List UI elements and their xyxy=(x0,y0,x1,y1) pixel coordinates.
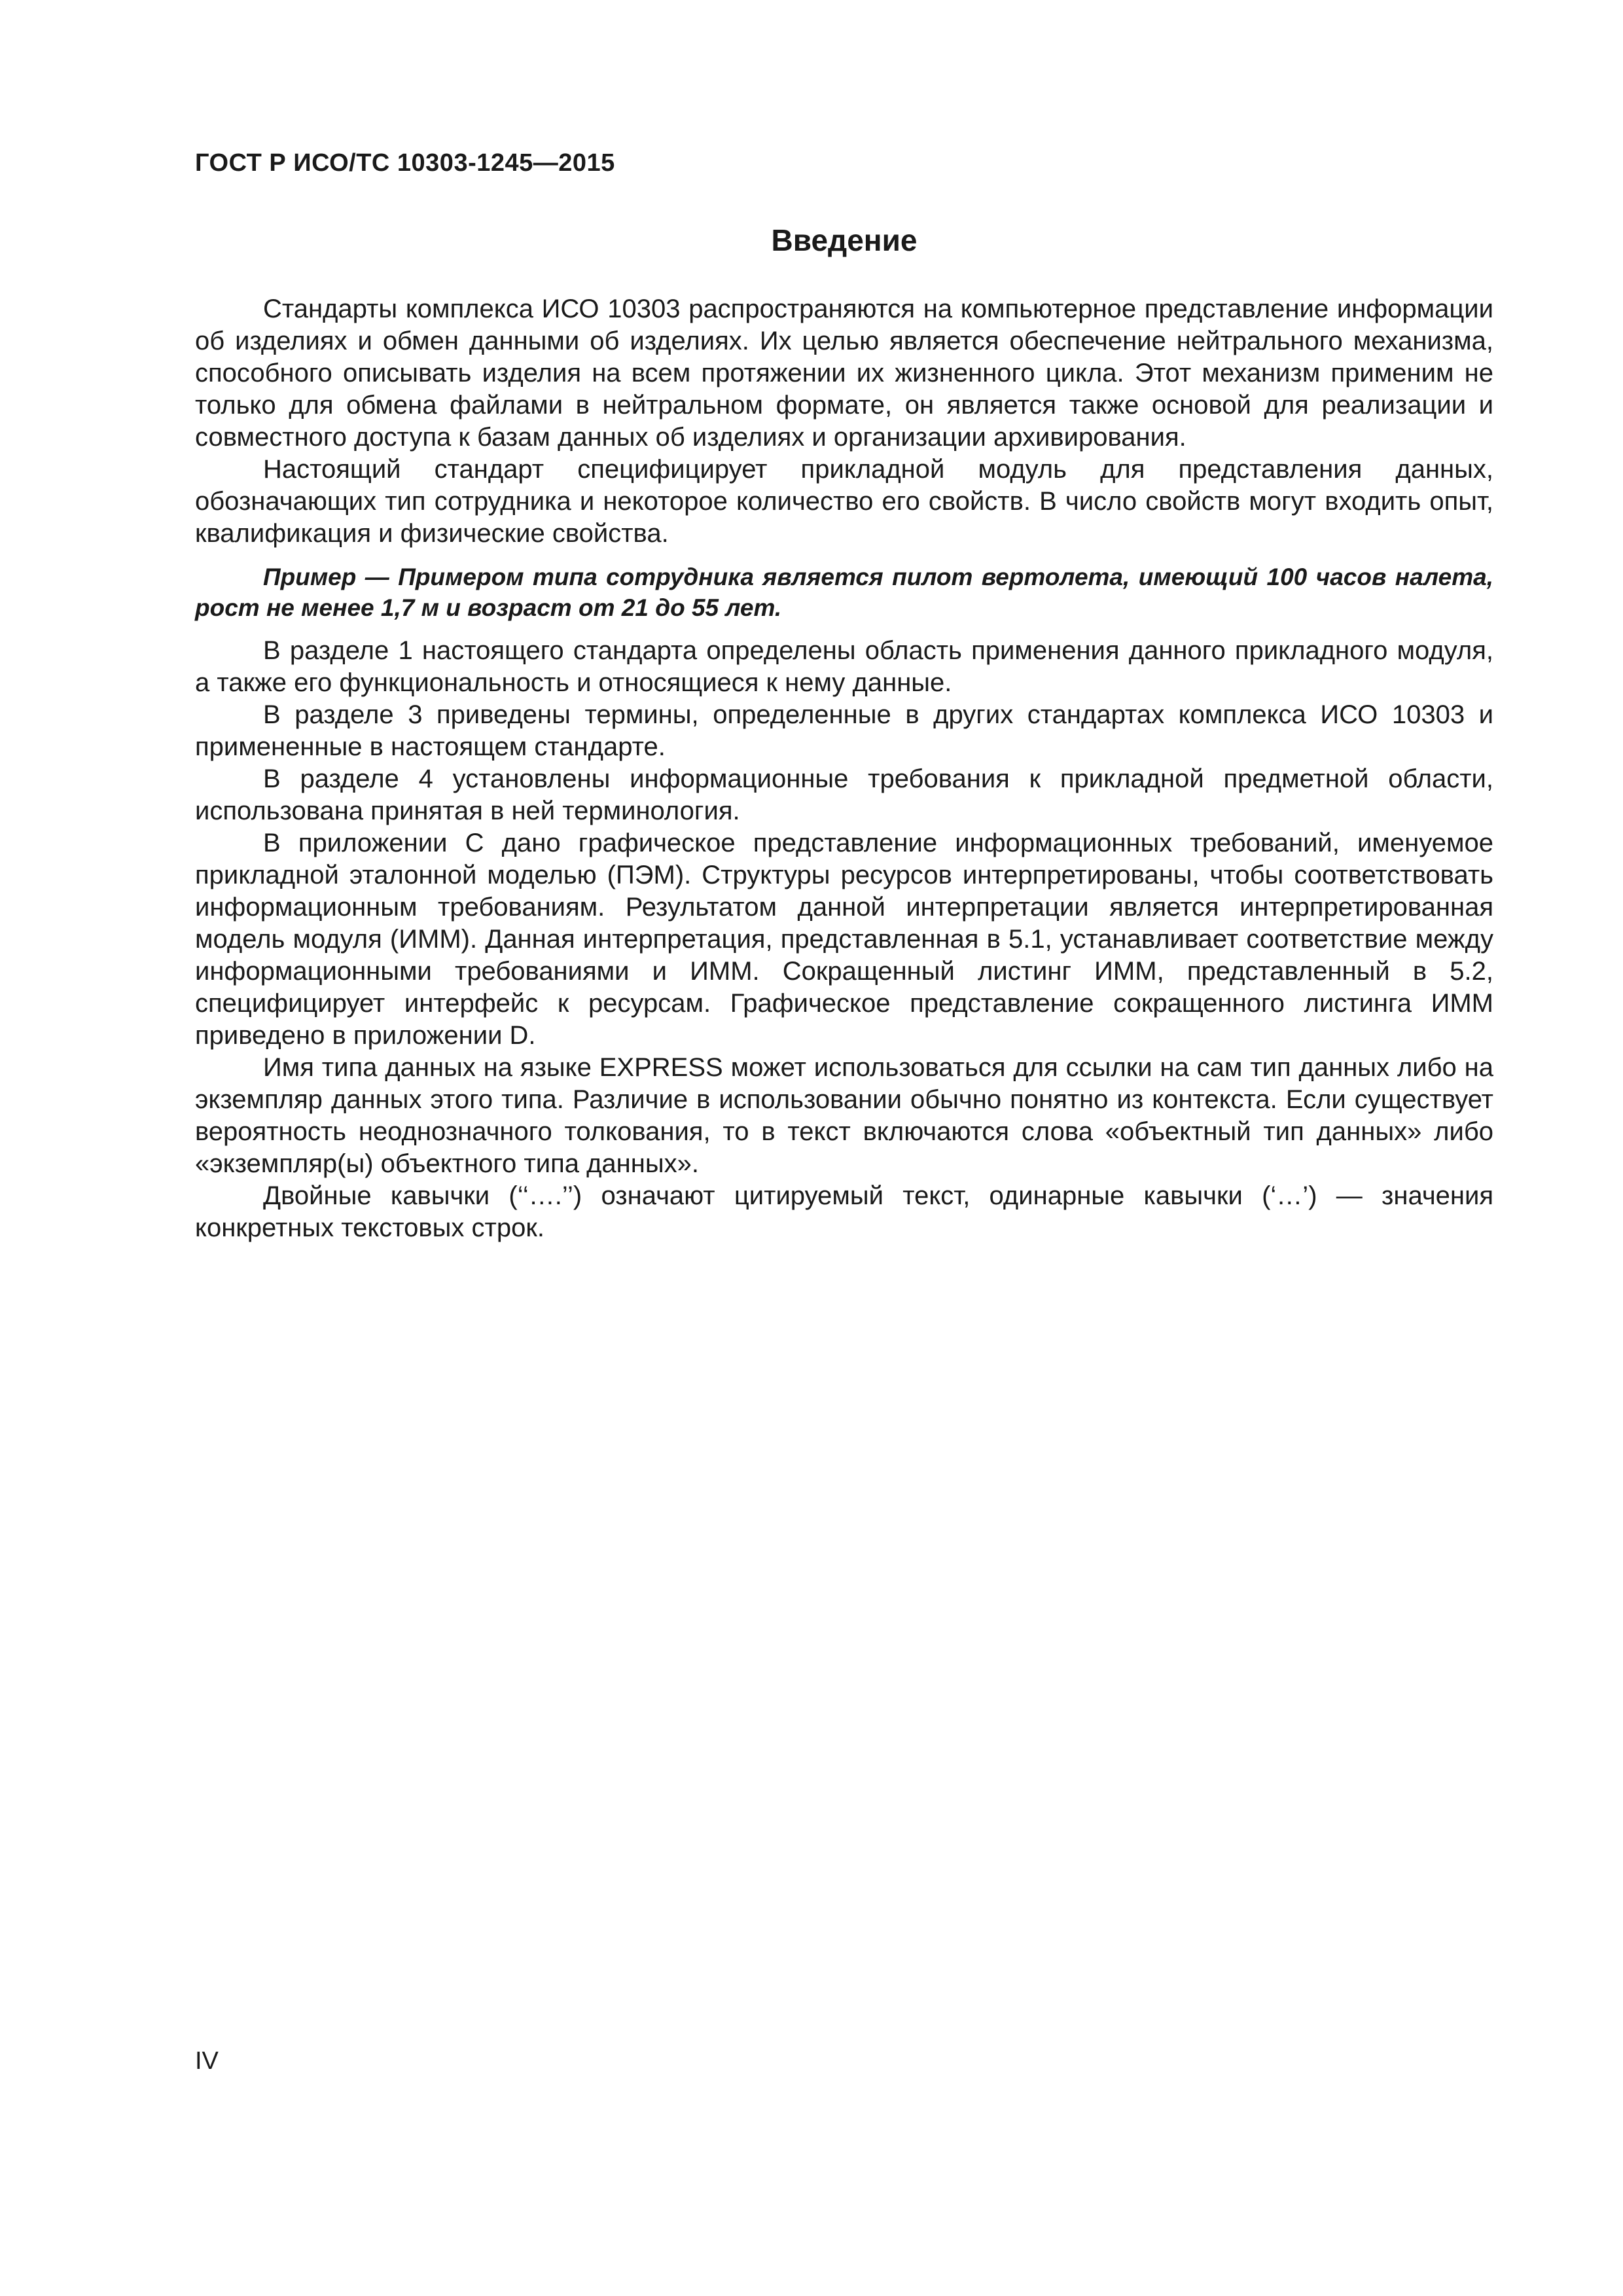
body-text xyxy=(195,293,1493,1244)
page-number: IV xyxy=(195,2047,219,2075)
paragraph-express: Имя типа данных на языке EXPRESS может использоваться для ссылки на сам тип данных либо на экземпляр данных этого типа. Различие в использовании обычно понятно из контекста. Если существует вероятность неоднозначного толкования, то в текст включаются слова «объектный тип данных» либо «экземпляр(ы) объектного типа данных». xyxy=(195,1053,1493,1178)
paragraph-quotes: Двойные кавычки (‘‘….’’) означают цитируемый текст, одинарные кавычки (‘…’) — значения конкретных текстовых строк. xyxy=(195,1181,1493,1242)
paragraph-section-3: В разделе 3 приведены термины, определенные в других стандартах комплекса ИСО 10303 и примененные в настоящем стандарте. xyxy=(195,700,1493,761)
document-header: ГОСТ Р ИСО/ТС 10303-1245—2015 xyxy=(195,149,615,177)
paragraph-section-1: В разделе 1 настоящего стандарта определены область применения данного прикладного модуля, а также его функциональность и относящиеся к нему данные. xyxy=(195,636,1493,697)
paragraph-scope: Стандарты комплекса ИСО 10303 распространяются на компьютерное представление информации об изделиях и обмен данными об изделиях. Их целью является обеспечение нейтрального механизма, способного описывать изделия на всем протяжении их жизненного цикла. Этот механизм применим не только для обмена файлами в нейтральном формате, он является также основой для реализации и совместного доступа к базам данных об изделиях и организации архивирования. xyxy=(195,295,1493,452)
paragraph-annex-c: В приложении С дано графическое представление информационных требований, именуемое прикладной эталонной моделью (ПЭМ). Структуры ресурсов интерпретированы, чтобы соответствовать информационным требованиям. Результатом данной интерпретации является интерпретированная модель модуля (ИММ). Данная интерпретация, представленная в 5.1, устанавливает соответствие между информационными требованиями и ИММ. Сокращенный листинг ИММ, представленный в 5.2, специфицирует интерфейс к ресурсам. Графическое представление сокращенного листинга ИММ приведено в приложении D. xyxy=(195,829,1493,1050)
paragraph-purpose: Настоящий стандарт специфицирует прикладной модуль для представления данных, обозначающих тип сотрудника и некоторое количество его свойств. В число свойств могут входить опыт, квалификация и физические свойства. xyxy=(195,455,1493,548)
paragraph-section-4: В разделе 4 установлены информационные требования к прикладной предметной области, использована принятая в ней терминология. xyxy=(195,764,1493,825)
section-title: Введение xyxy=(771,223,918,257)
example-note: Пример — Примером типа сотрудника является пилот вертолета, имеющий 100 часов налета, рост не менее 1,7 м и возраст от 21 до 55 лет. xyxy=(195,564,1493,621)
